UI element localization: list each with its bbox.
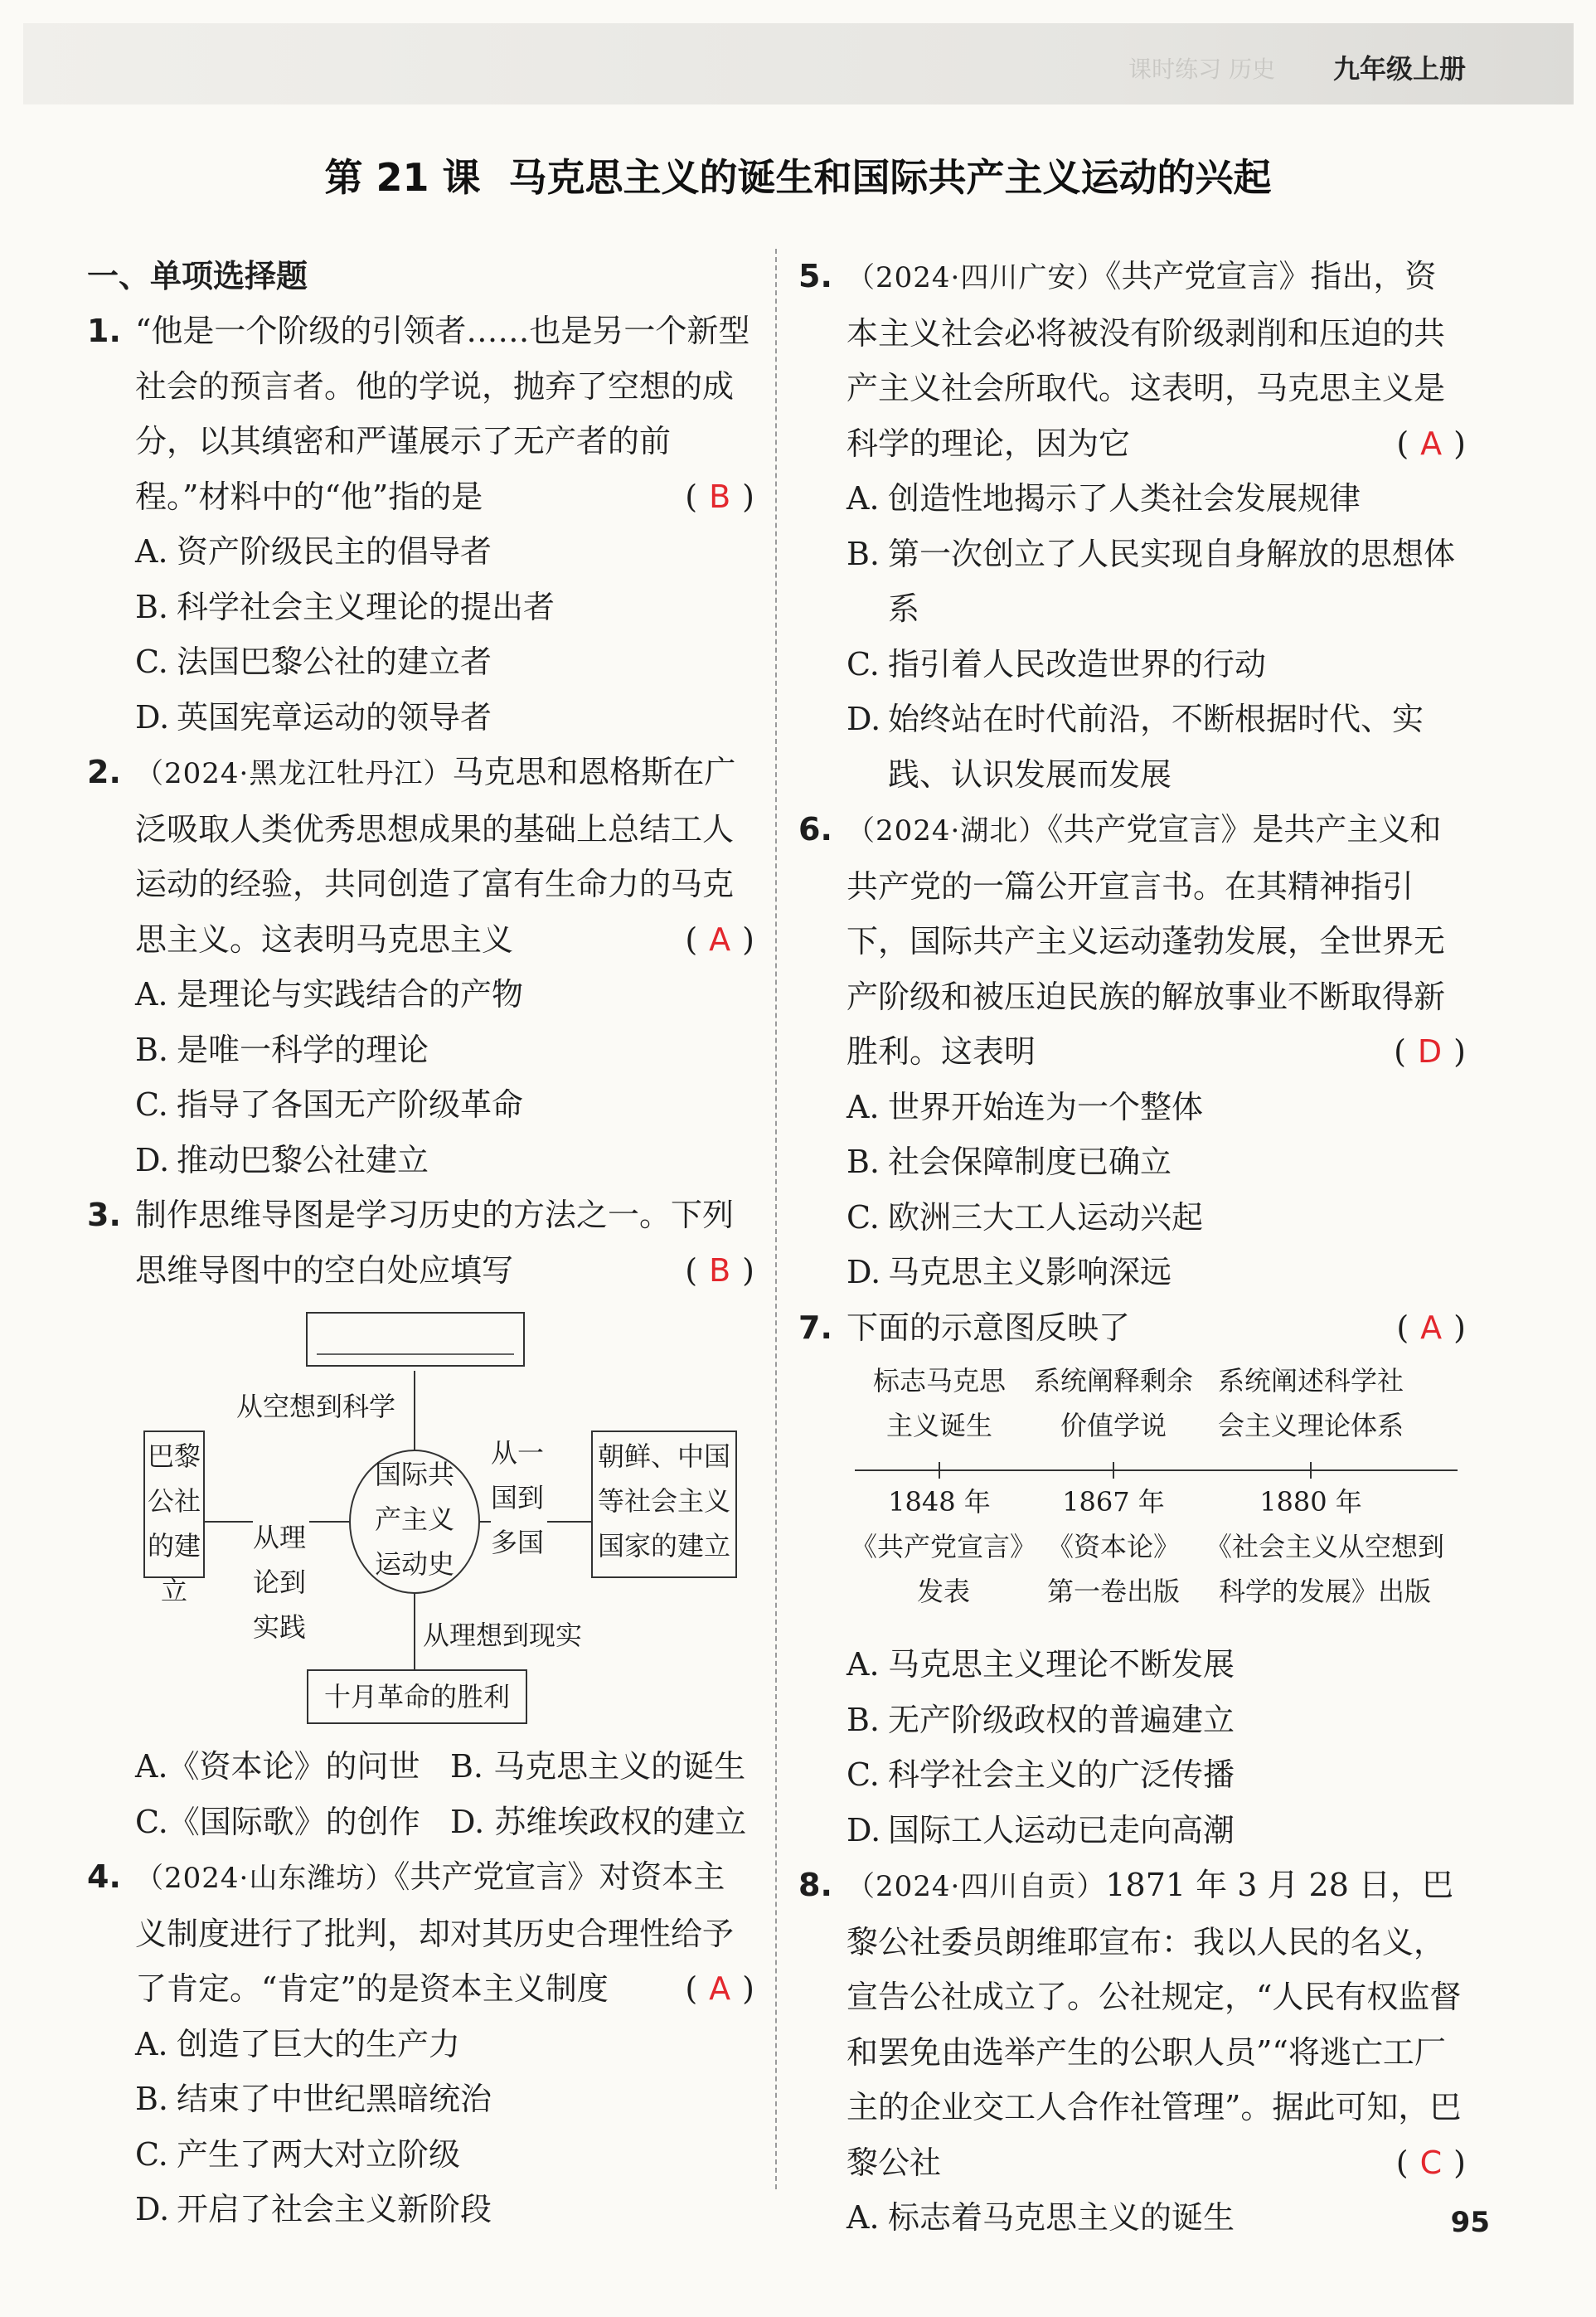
timeline-top-label: 标志马克思 主义诞生 — [872, 1365, 1006, 1441]
question-1 — [87, 304, 754, 745]
label-ideal-to-reality: 从理想到现实 — [423, 1613, 582, 1658]
option-letter: A. — [135, 533, 168, 570]
lesson-number: 第 21 课 — [324, 155, 481, 200]
option-letter: B. — [847, 1144, 880, 1180]
question-2 — [87, 745, 754, 1188]
question-number: 1. — [87, 313, 121, 349]
option-letter: D. — [847, 701, 881, 737]
option-text: 国际工人运动已走向高潮 — [888, 1811, 1235, 1848]
option-letter: C. — [847, 645, 880, 682]
timeline-bottom-label: 《共产党宣言》 发表 — [850, 1531, 1036, 1607]
option-letter: D. — [135, 1141, 170, 1178]
question-source: （2024·黑龙江牡丹江） — [135, 757, 453, 790]
box-socialist-states: 朝鲜、中国等社会主义国家的建立 — [591, 1431, 737, 1578]
option-text: 马克思主义影响深远 — [888, 1254, 1172, 1290]
option — [798, 1190, 1466, 1246]
option-text: 结束了中世纪黑暗统治 — [177, 2081, 492, 2117]
option — [87, 967, 754, 1022]
answer-bracket: ( B ) — [685, 1251, 754, 1289]
question-stem: 《共产党宣言》是共产主义和共产党的一篇公开宣言书。在其精神指引下，国际共产主义运动蓬勃发展，全世界无产阶级和被压迫民族的解放事业不断取得新胜利。这表明 — [847, 811, 1446, 1070]
option-letter: D. — [847, 1811, 881, 1848]
option-letter: B. — [135, 1031, 169, 1068]
option-text: 始终站在时代前沿，不断根据时代、实践、认识发展而发展 — [888, 701, 1424, 793]
option — [798, 1134, 1466, 1190]
question-6 — [798, 802, 1466, 1300]
option-letter: C. — [135, 1086, 168, 1123]
option-letter: A. — [847, 2199, 880, 2236]
option-text: 指导了各国无产阶级革命 — [177, 1086, 524, 1123]
timeline-year: 1867 年 — [1062, 1486, 1165, 1518]
answer-bracket: ( C ) — [1395, 2144, 1466, 2181]
question-source: （2024·四川自贡） — [847, 1870, 1106, 1903]
question-number: 4. — [87, 1858, 121, 1895]
question-source: （2024·湖北） — [847, 814, 1048, 848]
option — [798, 471, 1466, 527]
question-stem: 下面的示意图反映了 — [847, 1309, 1131, 1346]
option-text: 第一次创立了人民实现自身解放的思想体系 — [888, 535, 1456, 627]
timeline-diagram — [798, 1355, 1466, 1637]
option-letter: D. — [135, 698, 170, 736]
option-text: 法国巴黎公社的建立者 — [177, 644, 492, 680]
right-column — [798, 249, 1466, 2246]
left-column — [87, 249, 754, 2237]
option-letter: B. — [135, 2081, 169, 2117]
timeline-top-label: 系统阐述科学社 会主义理论体系 — [1217, 1365, 1404, 1441]
option-text: 资产阶级民主的倡导者 — [177, 533, 492, 570]
answer-bracket: ( A ) — [685, 1970, 754, 2007]
option — [798, 1637, 1466, 1693]
option: A.《资本论》的问世 — [135, 1748, 420, 1785]
option-letter: C. — [135, 644, 168, 680]
label-theory-to-practice: 从理论到实践 — [253, 1515, 309, 1649]
timeline-year: 1880 年 — [1259, 1486, 1362, 1518]
option-letter: D. — [847, 1254, 881, 1290]
header-ghost-text: 课时练习 历史 — [1128, 56, 1275, 83]
option — [798, 1245, 1466, 1300]
option-text: 是唯一科学的理论 — [177, 1031, 429, 1068]
option-letter: A. — [847, 480, 880, 517]
option: D. 苏维埃政权的建立 — [450, 1803, 747, 1840]
question-stem: 《共产党宣言》对资本主义制度进行了批判，却对其历史合理性给予了肯定。“肯定”的是资本主义制度 — [135, 1858, 735, 2007]
option-letter: B. — [135, 588, 169, 625]
option-text: 推动巴黎公社建立 — [177, 1141, 429, 1178]
option-letter: B. — [847, 535, 880, 572]
option — [87, 2182, 754, 2237]
option-text: 开启了社会主义新阶段 — [177, 2191, 492, 2227]
option-letter: C. — [847, 1198, 880, 1236]
question-number: 5. — [798, 258, 832, 294]
question-3 — [87, 1188, 754, 1849]
mind-map — [87, 1304, 754, 1736]
option — [798, 692, 1466, 802]
option-text: 英国宪章运动的领导者 — [177, 698, 492, 736]
timeline-bottom-label: 《资本论》 第一卷出版 — [1046, 1531, 1180, 1607]
question-5 — [798, 249, 1466, 802]
option — [87, 2127, 754, 2183]
option — [798, 1080, 1466, 1135]
option — [798, 637, 1466, 692]
option-text: 科学社会主义的广泛传播 — [888, 1756, 1235, 1793]
option-text: 社会保障制度已确立 — [888, 1144, 1172, 1180]
center-text: 国际共产主义运动史 — [374, 1459, 454, 1580]
option — [798, 2190, 1466, 2246]
label-one-to-many: 从一国到多国 — [491, 1431, 547, 1565]
option — [87, 2017, 754, 2072]
answer-bracket: ( A ) — [1396, 425, 1466, 462]
answer-letter: A — [1420, 425, 1443, 462]
option — [87, 2072, 754, 2127]
option-letter: A. — [847, 1088, 880, 1125]
option-text: 科学社会主义理论的提出者 — [177, 588, 555, 625]
option — [87, 634, 754, 690]
page-header — [23, 23, 1574, 104]
option-letter: B. — [847, 1701, 880, 1738]
question-stem: 1871 年 3 月 28 日，巴黎公社委员朗维耶宣布：我以人民的名义，宣告公社成立了。公社规定，“人民有权监督和罢免由选举产生的公职人员”“将逃亡工厂主的企业交工人合作社管理”。据此可知，巴黎公社 — [847, 1867, 1462, 2181]
answer-letter: A — [709, 1970, 731, 2007]
option — [798, 1803, 1466, 1858]
option-text: 欧洲三大工人运动兴起 — [888, 1198, 1204, 1236]
option-text: 世界开始连为一个整体 — [888, 1088, 1204, 1125]
box-october-revolution: 十月革命的胜利 — [307, 1669, 527, 1724]
page-title — [0, 148, 1596, 202]
option-text: 产生了两大对立阶级 — [177, 2135, 461, 2173]
timeline-bottom-label: 《社会主义从空想到 科学的发展》出版 — [1205, 1531, 1444, 1607]
option-letter: C. — [847, 1756, 880, 1793]
answer-bracket: ( A ) — [1396, 1309, 1466, 1346]
question-8 — [798, 1858, 1466, 2246]
option-letter: D. — [135, 2191, 170, 2227]
option-text: 马克思主义理论不断发展 — [888, 1646, 1235, 1683]
option — [87, 1077, 754, 1133]
question-number: 8. — [798, 1867, 832, 1903]
answer-letter: C — [1419, 2144, 1443, 2181]
question-stem: “他是一个阶级的引领者……也是另一个新型社会的预言者。他的学说，抛弃了空想的成分，以其缜密和严谨展示了无产者的前程。”材料中的“他”指的是 — [135, 313, 750, 515]
answer-bracket: ( D ) — [1394, 1033, 1466, 1070]
option-text: 创造性地揭示了人类社会发展规律 — [888, 480, 1361, 517]
option-letter: A. — [135, 976, 168, 1013]
question-7 — [798, 1300, 1466, 1858]
timeline-top-label: 系统阐释剩余 价值学说 — [1033, 1365, 1193, 1441]
answer-letter: B — [709, 478, 731, 515]
blank-answer-box — [307, 1313, 524, 1366]
option — [87, 1022, 754, 1078]
option — [798, 527, 1466, 637]
question-source: （2024·山东潍坊） — [135, 1862, 395, 1895]
question-4 — [87, 1849, 754, 2237]
answer-letter: A — [1420, 1309, 1443, 1346]
question-number: 7. — [798, 1309, 832, 1346]
lesson-name: 马克思主义的诞生和国际共产主义运动的兴起 — [508, 155, 1272, 200]
option — [87, 1133, 754, 1188]
option-text: 标志着马克思主义的诞生 — [888, 2199, 1235, 2236]
answer-letter: D — [1417, 1033, 1443, 1070]
option-text: 是理论与实践结合的产物 — [177, 976, 524, 1013]
question-number: 6. — [798, 811, 832, 848]
answer-letter: A — [709, 920, 731, 958]
option-text: 无产阶级政权的普遍建立 — [888, 1701, 1235, 1738]
question-number: 3. — [87, 1197, 121, 1233]
label-utopia-to-science: 从空想到科学 — [236, 1384, 395, 1429]
answer-bracket: ( A ) — [685, 920, 754, 958]
question-source: （2024·四川广安） — [847, 261, 1106, 294]
grade-label: 九年级上册 — [1332, 53, 1466, 85]
page-number: 95 — [1450, 2206, 1490, 2239]
option — [87, 524, 754, 580]
question-stem: 制作思维导图是学习历史的方法之一。下列思维导图中的空白处应填写 — [135, 1197, 735, 1289]
section-heading: 一、单项选择题 — [87, 258, 308, 294]
column-divider — [775, 249, 777, 2189]
option-letter: A. — [847, 1646, 880, 1683]
option — [798, 1693, 1466, 1748]
option-letter: C. — [135, 2135, 168, 2173]
option-text: 创造了巨大的生产力 — [177, 2025, 461, 2062]
question-number: 2. — [87, 754, 121, 790]
question-stem: 马克思和恩格斯在广泛吸取人类优秀思想成果的基础上总结工人运动的经验，共同创造了富有生命力的马克思主义。这表明马克思主义 — [135, 754, 736, 958]
option-letter: A. — [135, 2025, 168, 2062]
option — [798, 1747, 1466, 1803]
question-stem: 《共产党宣言》指出，资本主义社会必将被没有阶级剥削和压迫的共产主义社会所取代。这表明，马克思主义是科学的理论，因为它 — [847, 258, 1446, 462]
option — [87, 580, 754, 635]
box-paris-commune: 巴黎公社的建立 — [143, 1431, 205, 1578]
timeline-year: 1848 年 — [888, 1486, 991, 1518]
option — [87, 690, 754, 746]
answer-letter: B — [709, 1251, 731, 1289]
option: B. 马克思主义的诞生 — [450, 1748, 746, 1785]
option: C.《国际歌》的创作 — [135, 1803, 420, 1840]
option-text: 指引着人民改造世界的行动 — [888, 645, 1267, 682]
answer-bracket: ( B ) — [685, 478, 754, 515]
